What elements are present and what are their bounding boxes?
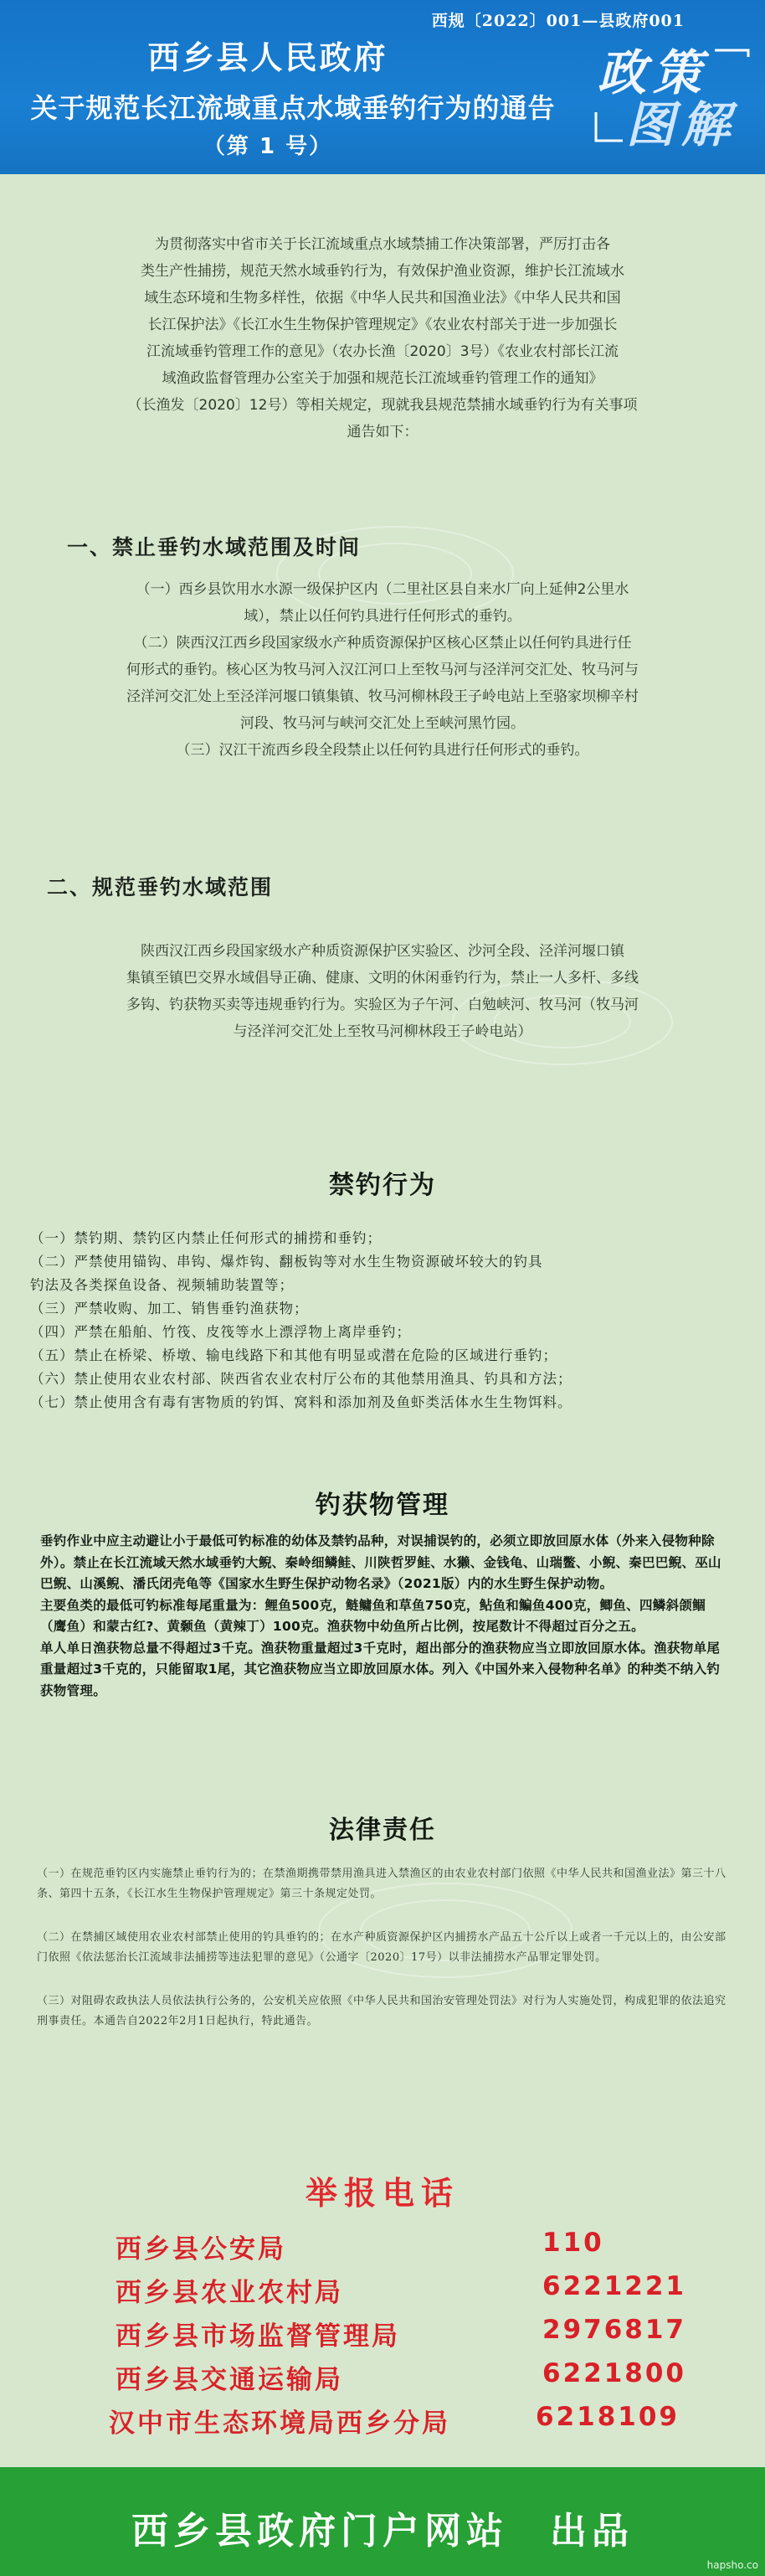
contact-row	[116, 2271, 752, 2308]
intro-line: 江流域垂钓管理工作的意见》（农办长渔〔2020〕3号）《农业农村部长江流	[146, 343, 619, 360]
contact-phone[interactable]: 6218109	[536, 2402, 680, 2432]
section1-heading: 一、禁止垂钓水域范围及时间	[67, 535, 362, 559]
section1-line: 域），禁止以任何钓具进行任何形式的垂钓。	[244, 608, 521, 625]
banned-item: （一）禁钓期、禁钓区内禁止任何形式的捕捞和垂钓；	[30, 1230, 382, 1246]
intro-paragraph	[25, 231, 740, 446]
contact-name: 汉中市生态环境局西乡分局	[109, 2409, 450, 2439]
banned-item: （七）禁止使用含有毒有害物质的钓饵、窝料和添加剂及鱼虾类活体水生生物饵料。	[30, 1394, 572, 1410]
section1-line: （一）西乡县饮用水水源一级保护区内（二里社区县自来水厂向上延伸2公里水	[136, 581, 629, 598]
section1-line: 泾洋河交汇处上至泾洋河堰口镇集镇、牧马河柳林段王子岭电站上至骆家坝柳辛村	[126, 688, 639, 705]
notice-number: （第 1 号）	[203, 134, 333, 159]
legal-liability-body	[37, 1864, 732, 2055]
legal-paragraph: （一）在规范垂钓区内实施禁止垂钓行为的；在禁渔期携带禁用渔具进入禁渔区的由农业农村部门依照《中华人民共和国渔业法》第三十八条、第四十五条，《长江水生生物保护管理规定》第三十条规定处罚。	[37, 1868, 726, 1900]
contact-name: 西乡县市场监督管理局	[116, 2321, 400, 2352]
banned-item: （四）严禁在船舶、竹筏、皮筏等水上漂浮物上离岸垂钓；	[30, 1324, 411, 1340]
banned-item: （三）严禁收购、加工、销售垂钓渔获物；	[30, 1301, 309, 1316]
intro-line: （长渔发〔2020〕12号）等相关规定，现就我县规范禁捕水域垂钓行为有关事项	[127, 397, 638, 414]
watermark-text: hapsho.co	[706, 2559, 758, 2571]
section2-heading: 二、规范垂钓水域范围	[47, 875, 274, 899]
badge-text-illustration: 图解	[626, 96, 737, 153]
section2-line: 与泾洋河交汇处上至牧马河柳林段王子岭电站）	[233, 1023, 532, 1040]
intro-line: 长江保护法》《长江水生生物保护管理规定》《农业农村部关于进一步加强长	[147, 317, 618, 333]
banned-item: （二）严禁使用锚钩、串钩、爆炸钩、翻板钩等对水生生物资源破坏较大的钓具	[30, 1254, 543, 1270]
legal-paragraph: （二）在禁捕区域使用农业农村部禁止使用的钓具垂钓的；在水产种质资源保护区内捕捞水产品五十公斤以上或者一千元以上的，由公安部门依照《依法惩治长江流域非法捕捞等违法犯罪的意见》（公通字〔2020〕17号）以非法捕捞水产品罪定罪处罚。	[37, 1931, 726, 1964]
contact-phone[interactable]: 2976817	[542, 2315, 686, 2345]
policy-illustration-badge	[589, 32, 753, 153]
banned-item: 钓法及各类探鱼设备、视频辅助装置等；	[30, 1277, 294, 1293]
catch-paragraph: 垂钓作业中应主动避让小于最低可钓标准的幼体及禁钓品种，对误捕误钓的，必须立即放回原水体（外来入侵物种除外）。禁止在长江流域天然水域垂钓大鲵、秦岭细鳞鲑、川陕哲罗鲑、水獭、金钱龟、山瑞鳖、小鲵、秦巴巴鲵、巫山巴鲵、山溪鲵、潘氏闭壳龟等《国家水生野生保护动物名录》（2021版）内的水生野生保护动物。	[40, 1533, 721, 1591]
contact-phone[interactable]: 6221800	[542, 2358, 686, 2388]
catch-paragraph: 单人单日渔获物总量不得超过3千克。渔获物重量超过3千克时，超出部分的渔获物应当立即放回原水体。渔获物单尾重量超过3千克的，只能留取1尾，其它渔获物应当立即放回原水体。列入《中国外来入侵物种名单》的种类不纳入钓获物管理。	[40, 1640, 721, 1698]
document-number: 西规〔2022〕001—县政府001	[431, 12, 685, 30]
section2-line: 集镇至镇巴交界水域倡导正确、健康、文明的休闲垂钓行为，禁止一人多杆、多线	[126, 970, 639, 987]
intro-line: 域生态环境和生物多样性，依据《中华人民共和国渔业法》《中华人民共和国	[144, 290, 621, 307]
catch-management-heading: 钓获物管理	[316, 1491, 449, 1520]
issuer-title: 西乡县人民政府	[147, 39, 388, 76]
header-banner	[0, 0, 765, 174]
report-hotline-heading: 举报电话	[305, 2175, 460, 2212]
footer-credit: 西乡县政府门户网站 出品	[131, 2510, 634, 2553]
contact-row	[116, 2358, 752, 2395]
section1-line: （二）陕西汉江西乡段国家级水产种质资源保护区核心区禁止以任何钓具进行任	[133, 635, 632, 652]
intro-line: 域渔政监督管理办公室关于加强和规范长江流域垂钓管理工作的通知》	[162, 370, 603, 387]
section2-line: 多钩、钓获物买卖等违规垂钓行为。实验区为子午河、白勉峡河、牧马河（牧马河	[126, 997, 639, 1013]
contact-phone[interactable]: 110	[542, 2228, 604, 2258]
section2-body	[25, 938, 740, 1045]
banned-item: （五）禁止在桥梁、桥墩、输电线路下和其他有明显或潜在危险的区域进行垂钓；	[30, 1347, 557, 1363]
contact-phone[interactable]: 6221221	[542, 2271, 686, 2301]
contact-row	[116, 2315, 752, 2352]
contact-row	[109, 2402, 745, 2439]
contact-name: 西乡县交通运输局	[116, 2365, 343, 2395]
contact-name: 西乡县公安局	[116, 2234, 286, 2264]
intro-line: 通告如下：	[347, 424, 418, 440]
intro-line: 为贯彻落实中省市关于长江流域重点水域禁捕工作决策部署，严厉打击各	[155, 236, 610, 253]
contact-row	[116, 2228, 752, 2264]
banned-behaviors-list	[30, 1227, 750, 1414]
section1-line: 何形式的垂钓。核心区为牧马河入汉江河口上至牧马河与泾洋河交汇处、牧马河与	[126, 662, 639, 678]
notice-title: 关于规范长江流域重点水域垂钓行为的通告	[30, 92, 556, 124]
catch-management-body	[40, 1531, 732, 1702]
badge-text-policy: 政策	[598, 44, 709, 101]
catch-paragraph: 主要鱼类的最低可钓标准每尾重量为：鲤鱼500克，鲢鳙鱼和草鱼750克，鲇鱼和鳊鱼400克，鲫鱼、四鳞斜颌鲴（鹰鱼）和蒙古红?、黄颡鱼（黄辣丁）100克。渔获物中幼鱼所占比例，按尾数计不得超过百分之五。	[40, 1597, 706, 1634]
intro-line: 类生产性捕捞，规范天然水域垂钓行为，有效保护渔业资源，维护长江流域水	[141, 263, 624, 280]
legal-liability-heading: 法律责任	[329, 1816, 436, 1845]
banned-behaviors-heading: 禁钓行为	[329, 1171, 436, 1200]
footer-banner	[0, 2467, 765, 2576]
contact-name: 西乡县农业农村局	[116, 2278, 343, 2308]
section1-line: （三）汉江干流西乡段全段禁止以任何钓具进行任何形式的垂钓。	[176, 742, 589, 759]
banned-item: （六）禁止使用农业农村部、陕西省农业农村厅公布的其他禁用渔具、钓具和方法；	[30, 1371, 572, 1387]
legal-paragraph: （三）对阻碍农政执法人员依法执行公务的，公安机关应依照《中华人民共和国治安管理处罚法》对行为人实施处罚，构成犯罪的依法追究刑事责任。本通告自2022年2月1日起执行，特此通告。	[37, 1995, 726, 2027]
section2-line: 陕西汉江西乡段国家级水产种质资源保护区实验区、沙河全段、泾洋河堰口镇	[141, 943, 624, 960]
section1-body	[17, 576, 748, 764]
section1-line: 河段、牧马河与峡河交汇处上至峡河黑竹园。	[240, 715, 525, 732]
